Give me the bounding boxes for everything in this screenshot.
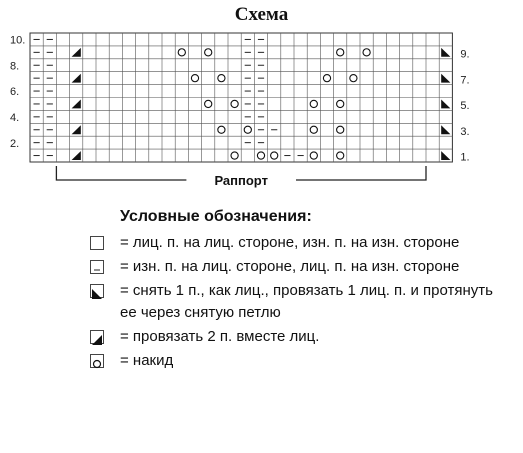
- row-label-left: 4.: [10, 111, 20, 124]
- legend-item-k2tog: [90, 326, 510, 348]
- right-triangle-icon: [90, 330, 104, 344]
- empty-cell-icon: [90, 236, 104, 250]
- rapport-bracket-left: [56, 166, 186, 180]
- legend-title: Условные обозначения:: [120, 208, 312, 225]
- rapport-bracket-right: [296, 166, 426, 180]
- row-label-left: 6.: [10, 86, 20, 99]
- row-label-left: 8.: [10, 60, 20, 73]
- row-label-left: 2.: [10, 137, 20, 150]
- row-label-right: 9.: [460, 48, 470, 61]
- left-triangle-icon: [90, 284, 104, 298]
- legend-item-knit: [90, 232, 510, 254]
- legend-text: = снять 1 п., как лиц., провязать 1 лиц. п. и протянуть ее через снятую петлю: [120, 282, 493, 321]
- legend-text: = провязать 2 п. вместе лиц.: [120, 328, 320, 345]
- legend-item-purl: [90, 256, 510, 278]
- row-label-right: 3.: [460, 125, 470, 138]
- dash-cell-icon: [90, 260, 104, 274]
- row-label-right: 5.: [460, 100, 470, 113]
- circle-icon: [90, 354, 104, 368]
- legend-item-yarnover: [90, 350, 510, 372]
- row-label-left: 10.: [10, 34, 26, 47]
- rapport-label: Раппорт: [214, 173, 268, 188]
- knitting-chart: [0, 0, 523, 200]
- legend-text: = лиц. п. на лиц. стороне, изн. п. на изн. стороне: [120, 234, 460, 251]
- row-label-right: 7.: [460, 74, 470, 87]
- legend-text: = накид: [120, 352, 174, 369]
- row-label-right: 1.: [460, 151, 470, 164]
- legend-text: = изн. п. на лиц. стороне, лиц. п. на изн. стороне: [120, 258, 460, 275]
- legend: [90, 208, 510, 374]
- chart-title: Схема: [234, 4, 289, 25]
- legend-item-ssk: [90, 280, 510, 324]
